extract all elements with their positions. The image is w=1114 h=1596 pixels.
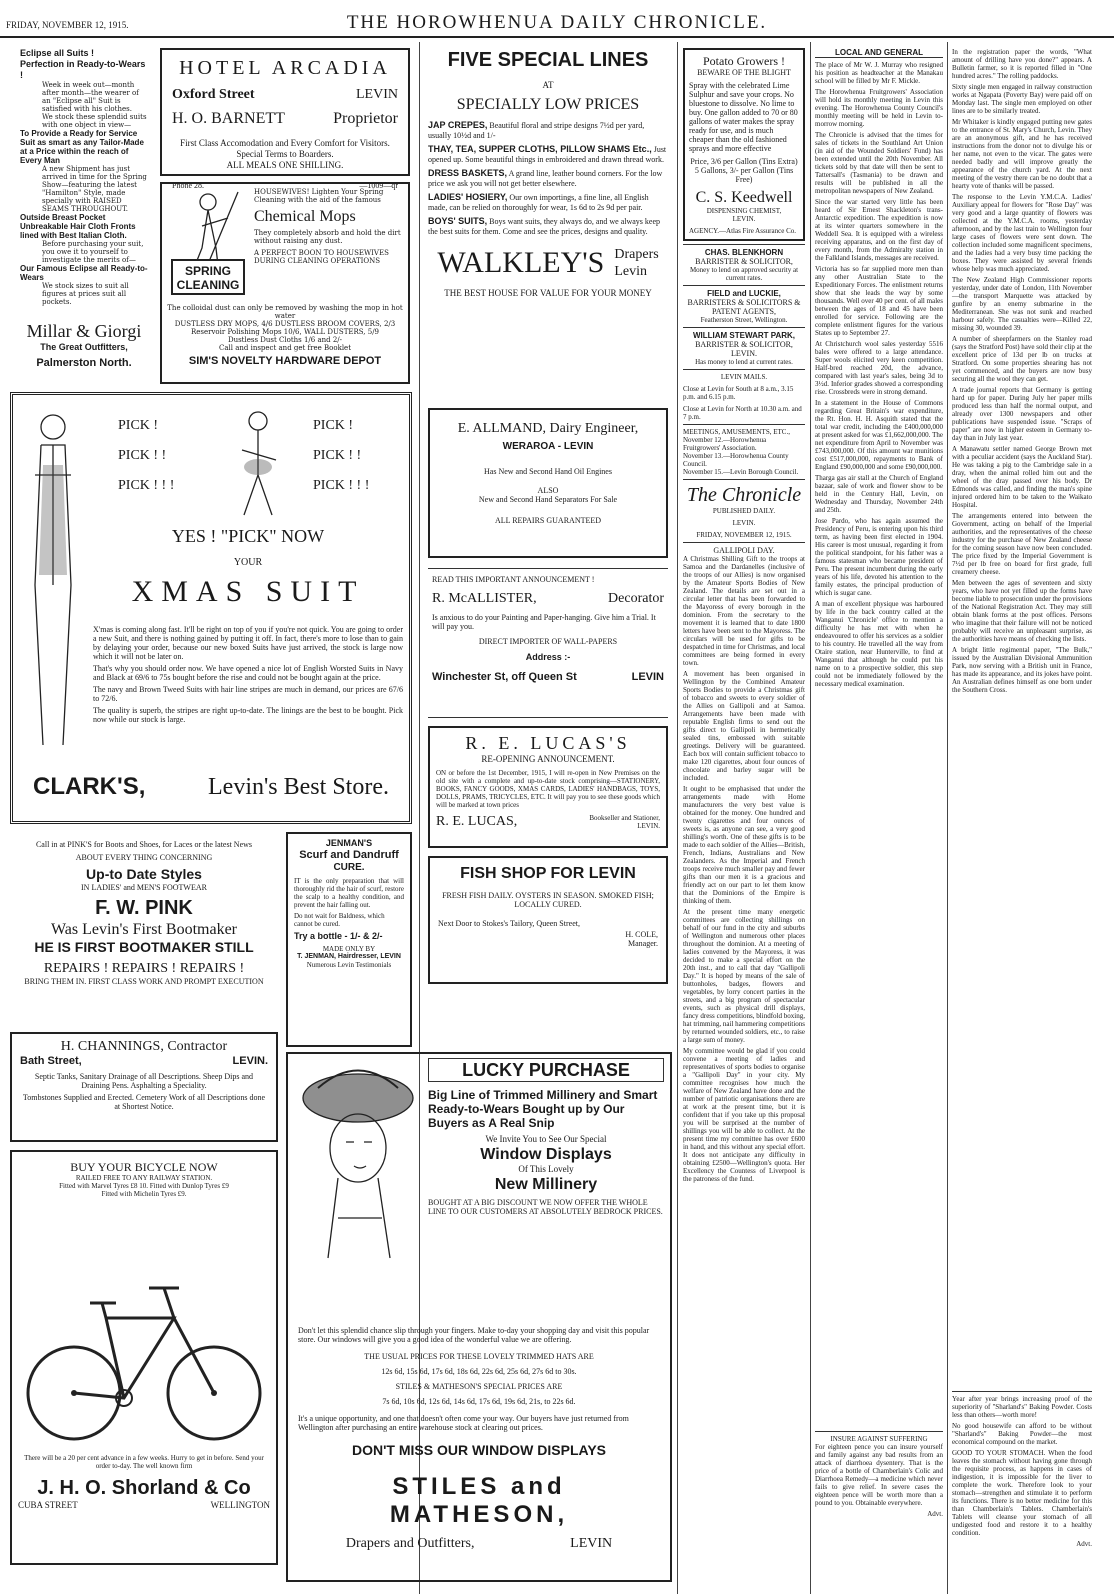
list-item: THAY, TEA, SUPPER CLOTHS, PILLOW SHAMS Etc., Just opened up. Some beautiful things in embroidered and drawn thread work. <box>428 144 667 164</box>
article-heading: GALLIPOLI DAY. <box>713 546 775 555</box>
pick-text: PICK ! <box>313 418 354 433</box>
street: Bath Street, <box>20 1055 82 1067</box>
ad-text: FRESH FISH DAILY. OYSTERS IN SEASON. SMOKED FISH; LOCALLY CURED. <box>442 891 654 909</box>
article-paragraph: The Horowhenua Fruitgrowers' Association will hold its monthly meeting in Levin this evening. The Horowhenua County Council's monthly meeting will be held in Levin to-morrow morning. <box>815 88 943 128</box>
ad-text: MADE ONLY BY <box>322 945 376 953</box>
price-line: Price, 3/6 per Gallon (Tins Extra) <box>690 157 798 166</box>
article-paragraph: A bright little regimental paper, "The Bulk," issued by the Australian Divisional Ammunition Park, now serving with a British unit in France, has made its appearance, and its jokes have point. An Australian defines himself as one born under the Southern Cross. <box>952 646 1092 694</box>
street: Winchester St, off Queen St <box>432 671 577 683</box>
ad-text: Spray with the celebrated Lime Sulphur and save your crops. No bluestone to dissolve. No lime to buy. One gallon added to 70 or 80 gallons of water makes the spray ready for use, and is much cheaper than the old fashioned sprays and more effective <box>689 81 798 153</box>
column-rule <box>947 42 948 1594</box>
ad-heading: DON'T MISS OUR WINDOW DISPLAYS <box>351 1442 607 1458</box>
stiles-matheson-ad <box>286 1052 672 1582</box>
ad-subheading: JENMAN'S <box>325 838 373 848</box>
ad-title: LUCKY PURCHASE <box>428 1058 664 1082</box>
company-tag: Levin's Best Store. <box>208 774 389 800</box>
town: LEVIN. <box>732 215 756 223</box>
ad-text: Address :- <box>525 652 571 662</box>
ad-text: PUBLISHED DAILY. <box>712 507 776 515</box>
ad-heading: Eclipse all Suits ! <box>20 48 95 58</box>
company-name: STILES and MATHESON, <box>389 1473 569 1528</box>
ad-text: READ THIS IMPORTANT ANNOUNCEMENT ! <box>432 575 595 584</box>
company-address: WERAROA - LEVIN <box>502 441 594 452</box>
sign-text: CLEANING <box>176 278 240 292</box>
article-paragraph: My committee would be glad if you could convene a meeting of ladies and representatives of sports bodies to organise a "Gallipoli Day" in your city. My committee recognises how much the welfare of New Zealand have done and the number of patriotic organisations there are at work at the present time, but it is confident that if you take up this proposal you will be surprised at the number of shillings you will be able to collect. At the present time my committee has over £600 in hand, and this without any special effort. It does not anticipate any difficulty in obtaining £2500—Wellington's quota. Her Excellency the Countess of Liverpool is the patroness of the fund. <box>683 1047 805 1183</box>
ad-text: ON or before the 1st December, 1915, I will re-open in New Premises on the old site with a complete and up-to-date stock comprising—STATIONERY, BOOKS, FANCY GOODS, XMAS CARDS, LADIES' HANDBAGS, TOYS, DOLLS, PRAMS, TRICYCLES, ETC. It will pay you to see these goods which will be marked at town prices <box>436 769 660 809</box>
man-in-suit-illustration <box>23 405 83 755</box>
column-rule <box>810 42 811 1594</box>
ad-text: IT is the only preparation that will thoroughly rid the hair of scurf, restore the scalp to a healthy condition, and prevent the hair falling out. <box>294 877 404 909</box>
ad-heading: HE IS FIRST BOOTMAKER STILL <box>34 939 254 955</box>
chronicle-nameplate <box>683 483 805 539</box>
ad-title: XMAS SUIT <box>131 575 365 608</box>
article-paragraph: GOOD TO YOUR STOMACH. When the food leaves the stomach without having gone through the requisite process, as happens in cases of indigestion, it is impossible for the liver to complete the work. Therefore look to your stomach—strengthen and stimulate it to perform its functions. There is no better medicine for this than Chamberlain's Tablets. Chamberlain's Tablets will cleanse your stomach of all undigested food and restore it to a healthy condition. <box>952 1449 1092 1537</box>
ad-text: BRING THEM IN. FIRST CLASS WORK AND PROMPT EXECUTION <box>24 977 264 986</box>
ad-text: AGENCY.—Atlas Fire Assurance Co. <box>689 227 797 235</box>
ad-text: The quality is superb, the stripes are right up-to-date. The linings are the best to be bought. Pick now while our stock is large. <box>93 706 403 724</box>
ad-text: BOUGHT AT A BIG DISCOUNT WE NOW OFFER THE WHOLE LINE TO OUR CUSTOMERS AT ABSOLUTELY BEDROCK PRICES. <box>428 1198 663 1216</box>
column-rule <box>677 42 678 1594</box>
keedwell-ad <box>683 48 805 241</box>
article-paragraph: No good housewife can afford to be without "Sharland's" Baking Powder—the most economical compound on the market. <box>952 1422 1092 1446</box>
article-paragraph: At the present time many energetic committees are collecting shillings on behalf of our fund in the city and suburbs of Wellington and numerous other places throughout the dominion. At a meeting of ladies convened by the Mayoress, it was decided to make a special effort on the 20th inst., and to call that day "Gallipoli Day." It is hoped by means of the sale of buttonholes, badges, flowers and vegetables, by lorry concert parties in the streets, and a big program of spectacular events, such as physical drill displays, fancy dress competitions, blindfold boxing, hat trimming, nail hammering competitions by returned wounded soldiers, etc., to raise a large sum of money. <box>683 908 805 1044</box>
pink-bootmaker-ad <box>10 840 278 1020</box>
role: DISPENSING CHEMIST, <box>706 207 782 215</box>
mcallister-ad <box>428 568 668 718</box>
newspaper-title: THE HOROWHENUA DAILY CHRONICLE. <box>346 12 768 33</box>
list-item: JAP CREPES, Beautiful floral and stripe designs 7½d per yard, usually 10½d and 1/- <box>428 120 645 140</box>
company-town: LEVIN <box>570 1536 613 1551</box>
ad-text: Has New and Second Hand Oil Engines <box>484 467 612 476</box>
ad-heading: Was Levin's First Bootmaker <box>50 921 237 938</box>
article-paragraph: The New Zealand High Commissioner reports yesterday, under date of London, 11th November—the transport Marquette was attacked by gunfire by an enemy submarine in the Mediterranean. She was not sunk and reached harbour safely. The casualties were—Killed 22, missing 30, wounded 39. <box>952 276 1092 332</box>
ad-heading: Perfection in Ready-to-Wears ! <box>20 59 146 80</box>
company-tag: The Great Outfitters, <box>40 342 128 352</box>
article-paragraph: Mr Whitaker is kindly engaged putting new gates to the entrance of St. Mary's Church, Levin. They are an anonymous gift, and he has received instructions from the donor not to divulge his or her name, not even to the vicar. The gates were needed badly and will improve greatly the appearance of the church yard. At the next meeting of the vestry there can be no doubt that a hearty vote of thanks will be passed. <box>952 118 1092 190</box>
professional-card: CHAS. BLENKHORN BARRISTER & SOLICITOR, Money to lend on approved security at current rates. <box>689 248 799 282</box>
article-paragraph: The arrangements entered into between the Government, acting on behalf of the Imperial authorities, and the representatives of the cheese industry for the purchase of New Zealand cheese for the coming season have now been concluded. The price fixed by the Imperial Government is 7½d per lb free on board for first grade, full creamery cheese. <box>952 512 1092 576</box>
advt-label: Advt. <box>927 1510 943 1518</box>
ad-text: There will be a 20 per cent advance in a few weeks. Hurry to get in before. Send your order to-day. The well known firm <box>24 1454 264 1470</box>
shorland-bicycle-ad <box>10 1150 278 1565</box>
clarks-ad <box>10 392 412 824</box>
article-paragraph: Men between the ages of seventeen and sixty years, who have not yet filled up the forms have become liable to prosecution under the provisions of the National Registration Act. They may still obtain blank forms at the post offices. Persons who imagine that their failure will not be noticed probably will receive an unpleasant surprise, as the authorities have means of checking the lists. <box>952 579 1092 643</box>
phone: Phone 28. <box>172 181 204 190</box>
company-name: WALKLEY'S <box>437 246 605 279</box>
ad-text: STILES & MATHESON'S SPECIAL PRICES ARE <box>395 1382 563 1391</box>
ad-text: RAILED FREE TO ANY RAILWAY STATION. <box>75 1174 213 1182</box>
walkleys-ad <box>428 48 668 378</box>
list-item: LADIES' HOSIERY, Our own importings, a fine line, all English made, can be relied on thoroughly for wear, 1s 6d to 2s 9d per pair. <box>428 192 649 212</box>
news-column-right <box>952 48 1092 1588</box>
ad-subheading: Outside Breast Pocket Unbreakable Hair Cloth Fronts lined with Best Italian Cloth. <box>20 213 136 240</box>
role: Proprietor <box>333 110 398 127</box>
article-paragraph: At Christchurch wool sales yesterday 5516 bales were offered to a large attendance. Super wools elicited very keen competition. Half-bred reached 20d, the advance, compared with last year's sales, being 3d to 3½d. Inferior grades showed a corresponding rise. Crossbreds were in strong demand. <box>815 340 943 396</box>
ad-heading: REPAIRS ! REPAIRS ! REPAIRS ! <box>43 961 245 976</box>
ad-text: Numerous Levin Testimonials <box>306 961 392 969</box>
ad-text: First Class Accomodation and Every Comfort for Visitors. Special Terms to Boarders. <box>180 138 390 159</box>
article-paragraph: A trade journal reports that Germany is getting hard up for paper. During July her paper mills produced less than half the normal output, and already over 1300 newspapers and other publications have suspended issue. "Scraps of paper" are now in higher esteem in Germany to-day than in July last year. <box>952 386 1092 442</box>
hotel-arcadia-ad <box>160 48 410 190</box>
ad-text: HOUSEWIVES! Lighten Your Spring Cleaning with the aid of the famous <box>254 188 384 204</box>
article-paragraph: Jose Pardo, who has again assumed the Presidency of Peru, is entering upon his third term, as having been first elected in 1904. His career is most unusual, regarding it from the political standpoint, for his father was a famous statesman who became president of Peru. The present incumbent during the early years of his life, devoted his attention to the family estates, the principal production of which is sugar cane. <box>815 517 943 597</box>
ad-text: We stock sizes to suit all figures at prices suit all pockets. <box>42 282 129 306</box>
ad-subheading: To Provide a Ready for Service Suit as smart as any Tailor-Made at a Price within the reach of Every Man <box>20 129 144 165</box>
ad-heading: New Millinery <box>494 1176 598 1193</box>
company-name: CLARK'S, <box>33 773 146 800</box>
article-paragraph: A number of sheepfarmers on the Stanley road (says the Stratford Post) have sold their clip at the excellent price of 13d per lb on trucks at Stratford. On some properties shearing has not yet commenced, and the buyers are now busy securing all the wool they can get. <box>952 335 1092 383</box>
pick-text: PICK ! ! ! <box>118 478 175 493</box>
price-line: Fitted with Marvel Tyres £8 10. Fitted with Dunlop Tyres £9 <box>59 1182 229 1190</box>
article-paragraph: Since the war started very little has been heard of Sir Ernest Shackleton's trans-Antarctic expedition. The expedition is now at its winter quarters somewhere in the Weddell Sea. It is equipped with a wireless receiving apparatus, and on the first day of every month, from the Admiralty station in the Falkland Islands, messages are received. <box>815 198 943 262</box>
ad-text: ALL REPAIRS GUARANTEED <box>494 516 602 525</box>
sign-text: SPRING <box>184 264 231 278</box>
article-paragraph: The place of Mr W. J. Murray who resigned his position as headteacher at the Manakau school will be filled by Mr F. Mickle. <box>815 61 943 85</box>
signature: R. E. LUCAS, <box>436 814 518 829</box>
ad-text: New and Second Hand Separators For Sale <box>478 495 618 504</box>
pick-text: PICK ! ! <box>118 448 167 463</box>
ad-text: AT <box>542 80 554 90</box>
ad-text: Don't let this splendid chance slip through your fingers. Make to-day your shopping day and visit this popular store. Our windows will give you a good idea of the wonderful value we are offering. <box>298 1326 650 1344</box>
ad-text: Week in week out—month after month—the wearer of an "Eclipse all" Suit is satisfied with his clothes. <box>42 81 139 113</box>
meetings <box>683 428 805 476</box>
ad-text: The navy and Brown Tweed Suits with hair line stripes are much in demand, our prices are 67/6 to 72/6. <box>93 685 403 703</box>
ad-title: FIVE SPECIAL LINES <box>447 49 649 71</box>
bicycle-illustration <box>24 1208 264 1448</box>
article-paragraph: In the registration paper the words, "What amount of drilling have you done?" appears. A Bulletin farmer, so it is reported filled in "One hundred acres." The rolling paddocks. <box>952 48 1092 80</box>
millar-giorgi-signature <box>20 320 148 380</box>
gallipoli-article <box>683 546 805 1183</box>
ad-text: Is anxious to do your Painting and Paper-hanging. Give him a Trial. It will pay you. <box>432 613 656 631</box>
owner: H. O. BARNETT <box>172 110 285 127</box>
item-list <box>428 120 668 236</box>
section-heading: MEETINGS, AMUSEMENTS, ETC., <box>683 428 790 436</box>
town: LEVIN. <box>732 519 756 527</box>
ad-heading: YES ! "PICK" NOW <box>171 526 325 546</box>
ad-text: THE BEST HOUSE FOR VALUE FOR YOUR MONEY <box>444 288 652 298</box>
pick-text: PICK ! ! ! <box>313 478 370 493</box>
article-paragraph: A man of excellent physique was harboured by life in the back country called at the Wanganui 'Chronicle' office to mention a difficulty he has met with when he endeavoured to offer his services as a soldier to his country. He travelled all the way from Otaire station, near Hunterville, to find at Wanganui that although he could put his name on to a prospective soldier, this step could not be immediately followed by the necessary medical examination. <box>815 600 943 688</box>
company-name: R. E. LUCAS'S <box>465 733 631 753</box>
price-line: DUSTLESS DRY MOPS, 4/6 DUSTLESS BROOM COVERS, 2/3 <box>174 320 396 328</box>
role: Decorator <box>608 591 664 606</box>
section-heading: LOCAL AND GENERAL <box>815 48 943 58</box>
ad-text: That's why you should order now. We have opened a nice lot of English Worsted Suits in Navy and Black at 69/6 to 75s bought before the rise and could not be bought again at the price. <box>93 664 403 682</box>
lucas-ad <box>428 726 668 848</box>
ad-text: Close at Levin for South at 8 a.m., 3.15 p.m. and 6.15 p.m. <box>683 385 794 401</box>
article-paragraph: The Chronicle is advised that the times for sales of tickets in the Southland Art Union (in aid of the Wounded Soldiers' Fund) has been extended until the 20th November. All tickets sold by that date will then be sent to Tattersall's (Tasmania) to be drawn and results will be published in all the metropolitan newspapers of New Zealand. <box>815 131 943 195</box>
article-paragraph: A Christmas Shilling Gift to the troops at Samoa and the Dardanelles (inclusive of the troops of our Allies) is now organised by the Amateur Sports Bodies of New Zealand. The details are set out in a circular letter that has been forwarded to the Mayoress of every borough in the dominion. From the secretary to the movement it is learned that to date 1800 letters have been sent to the Mayoress. The circulars will be used for gifts to be despatched in time for Christmas, and local committees are being formed in every town. <box>683 555 805 667</box>
street: Oxford Street <box>172 87 255 102</box>
ad-text: YOUR <box>233 557 263 568</box>
woman-in-hat-illustration <box>298 1058 416 1278</box>
signature-role: Manager. <box>628 939 658 948</box>
list-item: November 13.—Horowhenua County Council. <box>683 452 789 468</box>
list-item: November 15.—Levin Borough Council. <box>683 468 799 476</box>
company-name: T. JENMAN, Hairdresser, LEVIN <box>297 953 401 960</box>
company-name: C. S. Keedwell <box>695 189 793 206</box>
ad-heading: Big Line of Trimmed Millinery and Smart Ready-to-Wears Bought up by Our Buyers as A Real Snip <box>428 1088 658 1130</box>
ad-text: Next Door to Stokes's Tailory, Queen Street, <box>438 919 580 928</box>
professional-card: FIELD and LUCKIE, BARRISTERS & SOLICITORS & PATENT AGENTS, Featherston Street, Wellington. <box>687 289 801 324</box>
ad-text: It's a unique opportunity, and one that doesn't often come your way. Our buyers have just returned from Wellington after purchasing an entire warehouse stock at clearing out prices. <box>298 1414 629 1432</box>
ad-text: Tombstones Supplied and Erected. Cemetery Work of all Descriptions done at Shortest Notice. <box>22 1093 266 1111</box>
ref: —1009—qr <box>359 181 398 190</box>
ad-heading: Window Displays <box>480 1146 612 1163</box>
town: LEVIN. <box>232 1055 268 1067</box>
company-town: Palmerston North. <box>36 357 132 369</box>
professional-card: WILLIAM STEWART PARK, BARRISTER & SOLICITOR, LEVIN. Has money to lend at current rates. <box>692 331 796 366</box>
price-line: 7s 6d, 10s 6d, 12s 6d, 14s 6d, 17s 6d, 19s 6d, 21s, to 22s 6d. <box>382 1397 576 1406</box>
ad-text: A PERFECT BOON TO HOUSEWIVES DURING CLEANING OPERATIONS <box>254 249 389 265</box>
price-line: 12s 6d, 15s 6d, 17s 6d, 18s 6d, 22s 6d, 25s 6d, 27s 6d to 30s. <box>381 1367 577 1376</box>
pick-player-illustration <box>228 405 288 525</box>
allmand-ad <box>428 408 668 558</box>
company-name: SIM'S NOVELTY HARDWARE DEPOT <box>188 355 382 367</box>
signature-role: Bookseller and Stationer, LEVIN. <box>589 813 660 830</box>
ad-subheading: BEWARE OF THE BLIGHT <box>697 68 791 77</box>
article-paragraph: Sixty single men engaged in railway construction works at Ngapata (Poverty Bay) were paid off on Monday last. The single men employed on other lines are to be similarly treated. <box>952 83 1092 115</box>
company-name: H. CHANNINGS, Contractor <box>60 1039 228 1054</box>
list-item: November 12.—Horowhenua Fruitgrowers' Association. <box>683 436 767 452</box>
ad-text: The colloidal dust can only be removed by washing the mop in hot water <box>167 304 403 320</box>
advt-label: Advt. <box>1076 1540 1092 1548</box>
price-line: Dustless Dust Cloths 1/6 and 2/- <box>227 336 343 344</box>
company-name: F. W. PINK <box>95 897 193 919</box>
company-name: Millar & Giorgi <box>26 321 142 341</box>
issue-date: FRIDAY, NOVEMBER 12, 1915. <box>6 20 129 30</box>
ad-heading: BUY YOUR BICYCLE NOW <box>70 1160 218 1174</box>
town: LEVIN <box>356 87 398 102</box>
ad-text: ABOUT EVERY THING CONCERNING <box>75 853 213 862</box>
ad-heading: Scurf and Dandruff <box>299 849 399 861</box>
signature: H. COLE, <box>625 930 658 939</box>
ad-text: Before purchasing your suit, you owe it to yourself to investigate the merits of— <box>42 240 144 264</box>
millar-giorgi-ad <box>20 48 148 318</box>
ad-text: ALL MEALS ONE SHILLING. <box>226 160 344 170</box>
sims-hardware-ad <box>160 182 410 384</box>
list-item: BOYS' SUITS, Boys want suits, they always do, and we always keep the best suits for them. Come and see the prices, designs and quality. <box>428 216 661 236</box>
price-line: Reservoir Polishing Mops 10/6, WALL DUSTERS, 5/9 <box>190 328 380 336</box>
channings-ad <box>10 1032 278 1142</box>
price-line: Try a bottle - 1/- & 2/- <box>294 931 383 941</box>
ad-title: FISH SHOP FOR LEVIN <box>460 865 636 882</box>
list-item: DRESS BASKETS, A grand line, leather bound corners. For the low price we ask you will not get better elsewhere. <box>428 168 663 188</box>
ad-text: Of This Lovely <box>518 1164 574 1174</box>
ad-subheading: Our Famous Eclipse all Ready-to-Wears <box>20 264 148 282</box>
article-paragraph: A Manawatu settler named George Brown met with a peculiar accident (says the Auckland Star). He was taking a pig to the Cambridge sale in a dray, when the animal rolled him out and the wheel of the dray passed over his body. Dr Edmonds was called, and finding the man's spine injured ordered him to be taken to the Waikato Hospital. <box>952 445 1092 509</box>
article-paragraph: Victoria has so far supplied more men than any other Australian State to the Expeditionary Forces. The enlistment returns show that she leads the way by some thousands. Well over 40 per cent. of all males between the ages of 18 and 45 have been enrolled for service. Following are the complete enlistment figures for the various States up to September 27. <box>815 265 943 337</box>
article-paragraph: It ought to be emphasised that under the arrangements made with Home manufacturers the very best value is obtained for the money. One hundred and twenty cigarettes and four ounces of sweets is, as anyone can see, a very good shilling's worth. One of these gifts is to be made to each soldier of the Allies—British, French, Indians, Australians and New Zealanders. As the Imperial and French troops receive much smaller pay and fewer gifts than our men it is a gracious and friendly act on our part to let them know that the Dominions of the Empire is thinking of them. <box>683 785 805 905</box>
ad-subheading: RE-OPENING ANNOUNCEMENT. <box>481 754 615 764</box>
ad-title: HOTEL ARCADIA <box>179 57 391 79</box>
column-four <box>683 48 805 1588</box>
article-paragraph: The response to the Levin Y.M.C.A. Ladies' Auxiliary appeal for flowers for "Rose Day" was very good and a large quantity of flowers was collected at the Y.M.C.A. rooms, yesterday afternoon, and by the last train to Wellington four large cases of flowers were sent down. The collection included some magnificent specimens, and the ladies had a very busy time packing the boxes. They were assisted by several friends whose help was much appreciated. <box>952 193 1092 273</box>
ad-text: THE USUAL PRICES FOR THESE LOVELY TRIMMED HATS ARE <box>364 1352 594 1361</box>
street: CUBA STREET <box>18 1500 78 1510</box>
article-paragraph: In a statement in the House of Commons regarding Great Britain's war expenditure, the Rt. Hon. H. H. Asquith stated that the total war credit, including the £400,000,000 at present asked for was £1,662,000,000. The net expenditure from April to November was £743,000,000. Of this amount war munitions cost £517,000,000, repayments to Bank of England £90,000,000 and some £90,000,000. <box>815 399 943 471</box>
ad-text: We stock these splendid suits with one object in view— <box>42 113 147 129</box>
ad-text: DIRECT IMPORTER OF WALL-PAPERS <box>478 637 618 646</box>
ad-text: Septic Tanks, Sanitary Drainage of all Descriptions. Sheep Dips and Draining Pens. Asphalting a Speciality. <box>34 1072 254 1090</box>
jenman-ad <box>286 832 412 1047</box>
ad-text: They completely absorb and hold the dirt without raising any dust. <box>254 229 401 245</box>
ad-text: ALSO <box>537 486 559 495</box>
company-tag: Drapers and Outfitters, <box>345 1536 475 1551</box>
ad-subheading: CURE. <box>333 862 365 873</box>
company-town: Levin <box>614 264 648 279</box>
company-tag: Drapers <box>614 247 659 262</box>
article-paragraph: Tharga gas air stall at the Church of England bazaar, sale of work and flower show to be held in the Century Hall, Levin, on Wednesday and Thursday, November 24th and 25th. <box>815 474 943 514</box>
fish-shop-ad <box>428 856 668 984</box>
company-name: J. H. O. Shorland & Co <box>37 1477 251 1499</box>
ad-text: IN LADIES' and MEN'S FOOTWEAR <box>81 883 207 892</box>
paper-name: The Chronicle <box>686 484 802 506</box>
company-name: E. ALLMAND, Dairy Engineer, <box>457 421 639 436</box>
pick-text: PICK ! ! <box>313 448 362 463</box>
issue-date: FRIDAY, NOVEMBER 12, 1915. <box>696 531 792 539</box>
town: LEVIN <box>631 671 664 683</box>
ad-text: Call and inspect and get free Booklet <box>218 344 352 352</box>
masthead <box>0 8 1114 38</box>
price-line: 5 Gallons, 3/- per Gallon (Tins Free) <box>694 166 794 184</box>
ad-text: A new Shipment has just arrived in time for the Spring Show—featuring the latest "Hamilton" Style, made specially with RAISED SEAMS THROUGHOUT. <box>42 165 147 213</box>
ad-text: Close at Levin for North at 10.30 a.m. and 7 p.m. <box>683 405 802 421</box>
article-paragraph: A movement has been organised in Wellington by the Combined Amateur Sports Bodies to provide a Christmas gift of tobacco and sweets to every soldier of the Allies on Gallipoli and at Samoa. Arrangements have been made with reputable English firms to send out the gifts direct to Gallipoli in hermetically sealed tins, embossed with suitable greetings. Delivery will be guaranteed. Each box will contain sufficient tobacco to make 120 cigarettes, about four ounces of chocolate and barley sugar will be included. <box>683 670 805 782</box>
ad-heading: Chemical Mops <box>254 208 356 225</box>
article-paragraph: Year after year brings increasing proof of the superiority of "Sharland's" Baking Powder. Costs less than others—worth more! <box>952 1395 1092 1419</box>
company-name: R. McALLISTER, <box>432 591 537 606</box>
section-heading: LEVIN MAILS. <box>720 373 768 381</box>
town: WELLINGTON <box>210 1500 270 1510</box>
ad-heading: Up-to Date Styles <box>86 866 202 882</box>
ad-text: Call in at PINK'S for Boots and Shoes, for Laces or the latest News <box>35 840 253 849</box>
price-line: Fitted with Michelin Tyres £9. <box>101 1190 187 1198</box>
levin-mails <box>683 373 805 421</box>
article-paragraph: For eighteen pence you can insure yourself and family against any bad results from an attack of diarrhoea dysentery. That is the price of a bottle of Chamberlain's Colic and Diarrhoea Remedy—a medicine which never fails to give relief. In severe cases the eighteen pence will be worth more than a pound to you. Obtainable everywhere. <box>815 1443 943 1507</box>
ad-heading: Potato Growers ! <box>703 54 785 68</box>
ad-text: Do not wait for Baldness, which cannot be cured. <box>294 912 385 928</box>
article-heading: INSURE AGAINST SUFFERING <box>830 1435 928 1443</box>
pick-text: PICK ! <box>118 418 159 433</box>
ad-heading: SPECIALLY LOW PRICES <box>456 96 640 113</box>
local-general-column <box>815 48 943 1588</box>
ad-text: X'mas is coming along fast. It'll be right on top of you if you're not quick. You are going to order a new Suit, and there is nothing gained by putting it off. In fact, there's more to lose than to gain by delaying your order, because our new boxed Suits have just arrived, the stock is large now which it will not be later on. <box>93 625 403 661</box>
ad-text: We Invite You to See Our Special <box>485 1134 607 1144</box>
